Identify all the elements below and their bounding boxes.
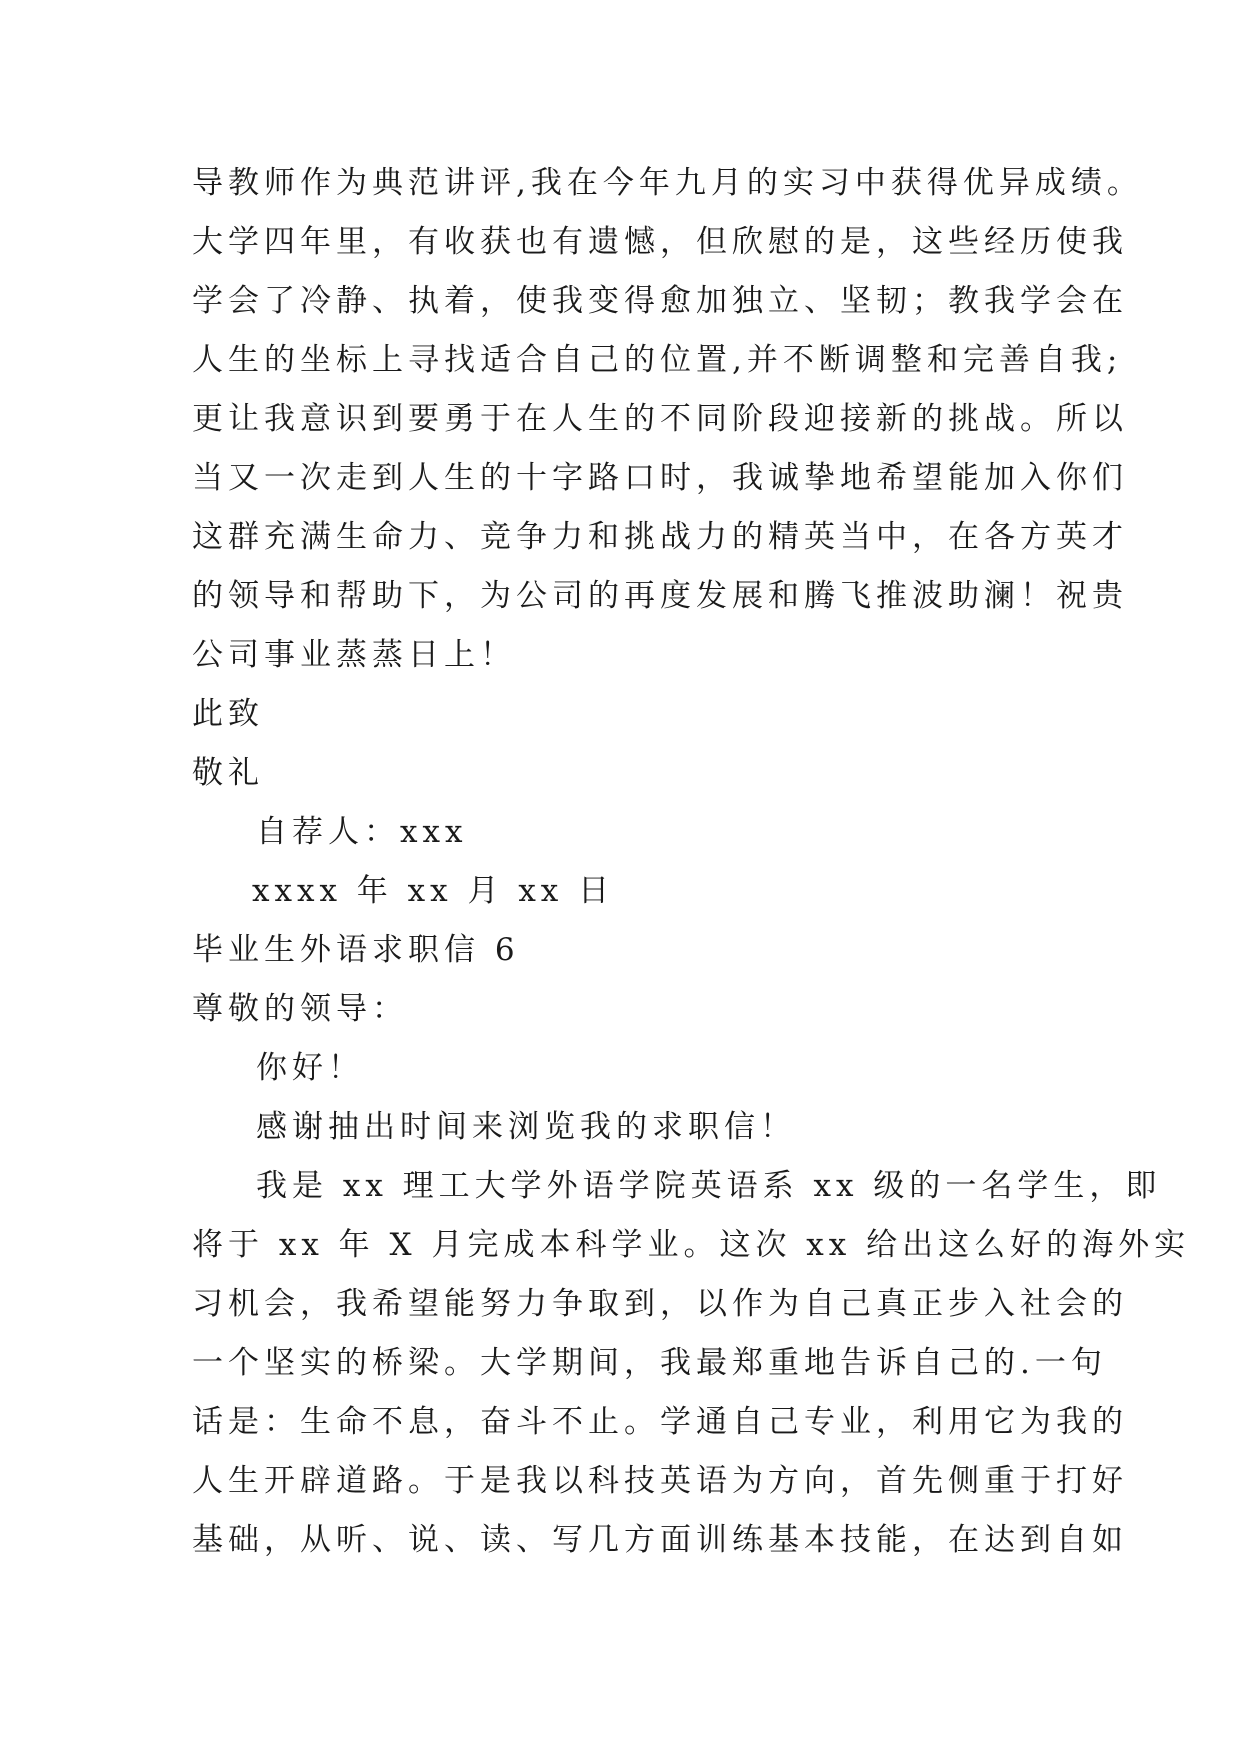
section-title: 毕业生外语求职信 6: [192, 932, 520, 968]
text-line: 习机会，我希望能努力争取到，以作为自己真正步入社会的: [192, 1286, 1128, 1322]
text-line: 的领导和帮助下，为公司的再度发展和腾飞推波助澜！祝贵: [192, 578, 1128, 614]
text-line: 人生的坐标上寻找适合自己的位置,并不断调整和完善自我;: [192, 342, 1123, 378]
text-line: 公司事业蒸蒸日上！: [192, 637, 516, 673]
text-line: 学会了冷静、执着，使我变得愈加独立、坚韧；教我学会在: [192, 283, 1128, 319]
text-line: 人生开辟道路。于是我以科技英语为方向，首先侧重于打好: [192, 1463, 1128, 1499]
text-line: 将于 xx 年 X 月完成本科学业。这次 xx 给出这么好的海外实: [192, 1227, 1191, 1263]
date-line: xxxx 年 xx 月 xx 日: [252, 873, 615, 909]
text-line: 感谢抽出时间来浏览我的求职信！: [256, 1109, 796, 1145]
text-line: 更让我意识到要勇于在人生的不同阶段迎接新的挑战。所以: [192, 401, 1128, 437]
text-line: 我是 xx 理工大学外语学院英语系 xx 级的一名学生，即: [256, 1168, 1162, 1204]
text-line: 这群充满生命力、竞争力和挑战力的精英当中，在各方英才: [192, 519, 1128, 555]
text-line: 你好！: [256, 1050, 364, 1086]
closing-salutation: 此致: [192, 696, 264, 732]
closing-regards: 敬礼: [192, 755, 264, 791]
text-line: 话是：生命不息，奋斗不止。学通自己专业，利用它为我的: [192, 1404, 1128, 1440]
text-line: 大学四年里，有收获也有遗憾，但欣慰的是，这些经历使我: [192, 224, 1128, 260]
text-line: 导教师作为典范讲评,我在今年九月的实习中获得优异成绩。: [192, 165, 1143, 201]
signature-line: 自荐人：xxx: [256, 814, 468, 850]
text-line: 一个坚实的桥梁。大学期间，我最郑重地告诉自己的.一句: [192, 1345, 1107, 1381]
text-line: 当又一次走到人生的十字路口时，我诚挚地希望能加入你们: [192, 460, 1128, 496]
greeting: 尊敬的领导：: [192, 991, 408, 1027]
text-line: 基础，从听、说、读、写几方面训练基本技能，在达到自如: [192, 1522, 1128, 1558]
